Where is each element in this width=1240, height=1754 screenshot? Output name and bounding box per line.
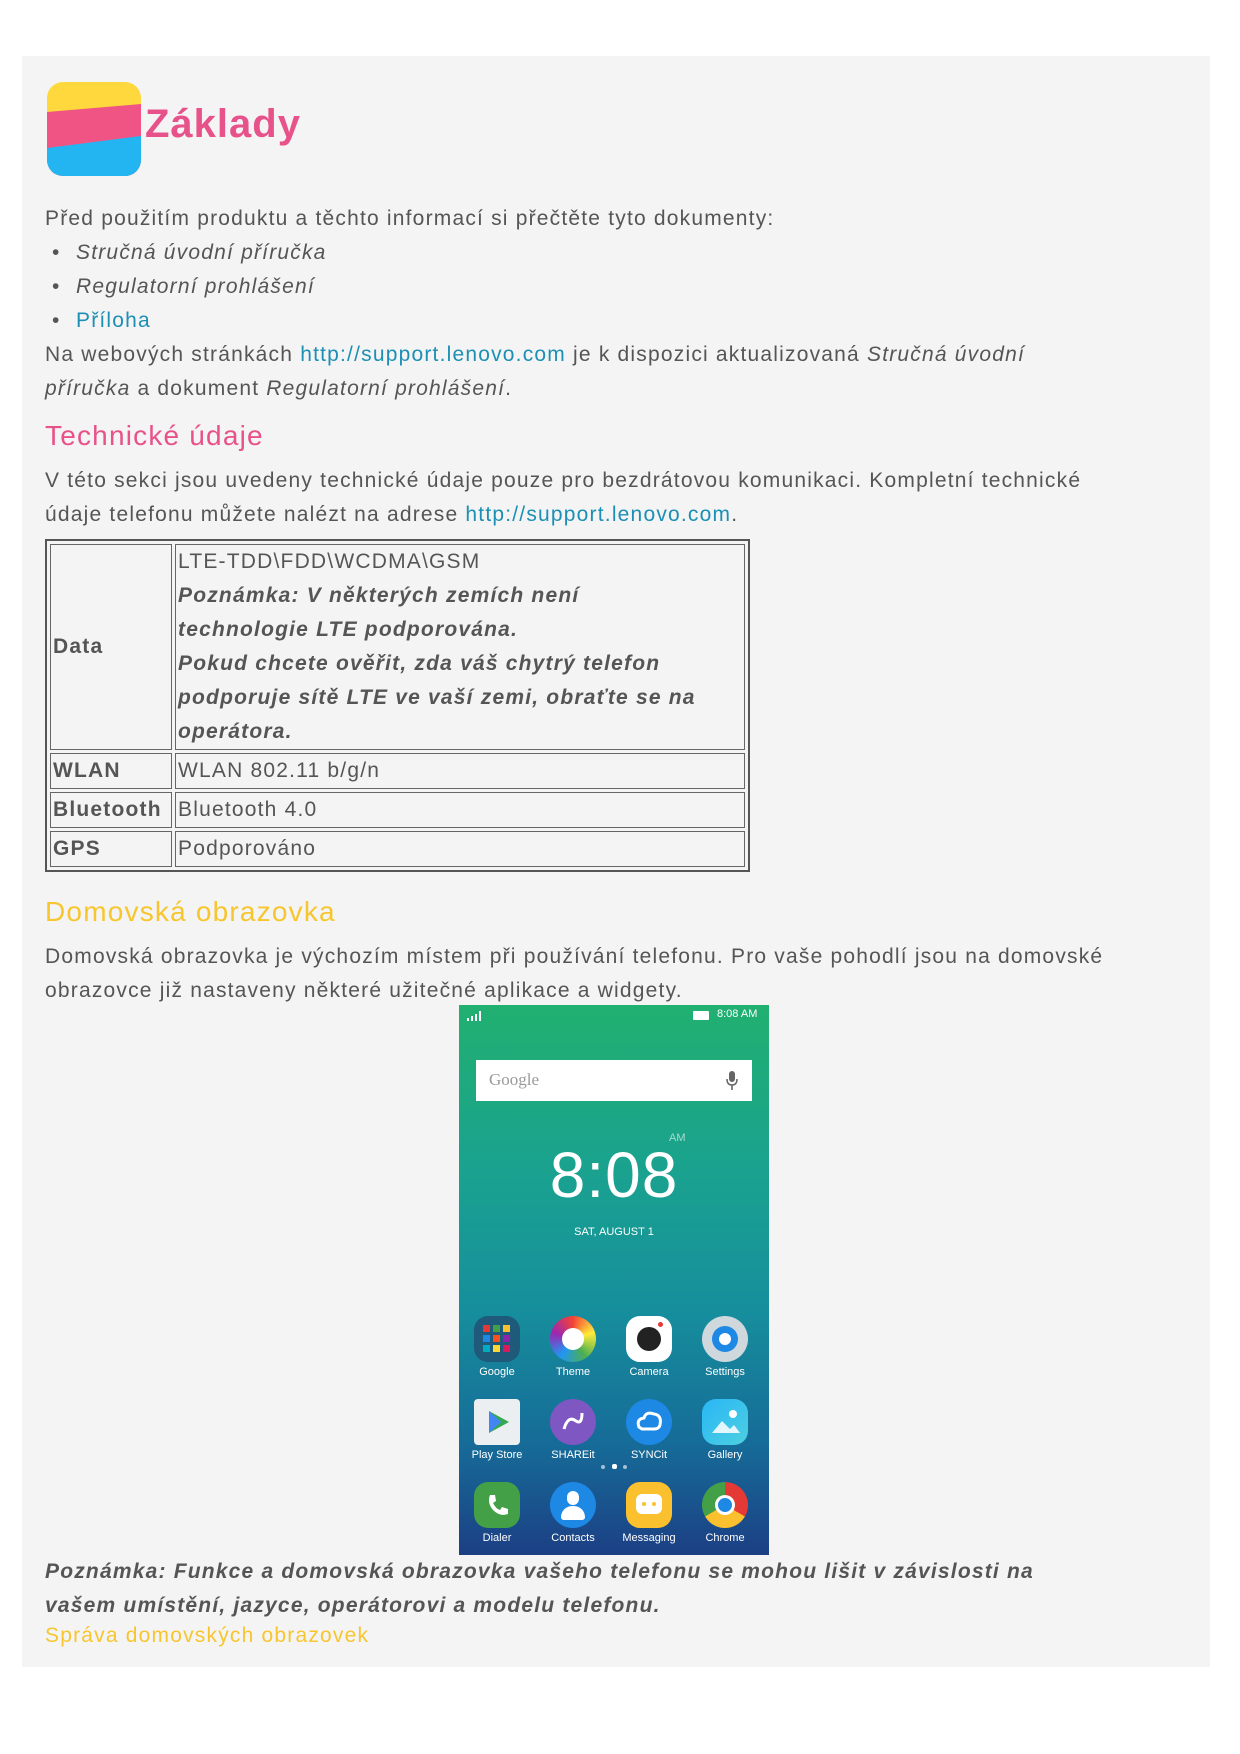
app-syncit[interactable]: SYNCit	[611, 1399, 687, 1461]
list-item-link[interactable]: • Příloha	[45, 304, 327, 338]
page	[22, 56, 1210, 1667]
dock-chrome[interactable]: Chrome	[687, 1482, 763, 1544]
app-gallery[interactable]: Gallery	[687, 1399, 763, 1461]
table-value: Bluetooth 4.0	[175, 792, 745, 828]
table-key: Data	[50, 544, 172, 750]
app-google[interactable]: Google	[459, 1316, 535, 1378]
clock-ampm: AM	[669, 1132, 686, 1144]
signal-icon	[467, 1011, 483, 1021]
home-text-cont: obrazovce již nastaveny některé užitečné aplikace a widgety.	[45, 979, 683, 1002]
table-row	[50, 544, 745, 750]
date-widget: SAT, AUGUST 1	[574, 1226, 654, 1238]
messaging-icon	[626, 1482, 672, 1528]
web-text-cont: příručka a dokument Regulatorní prohlášení.	[45, 377, 513, 400]
shareit-icon	[550, 1399, 596, 1445]
page-title: Základy	[145, 102, 301, 146]
syncit-icon	[626, 1399, 672, 1445]
dock-dialer[interactable]: Dialer	[459, 1482, 535, 1544]
status-bar	[459, 1005, 769, 1029]
app-play-store[interactable]: Play Store	[459, 1399, 535, 1461]
home-note: Poznámka: Funkce a domovská obrazovka vašeho telefonu se mohou lišit v závislosti na vašem umístění, jazyce, operátorovi a modelu telefonu.	[45, 1560, 1034, 1617]
chrome-icon	[702, 1482, 748, 1528]
settings-icon	[702, 1316, 748, 1362]
phone-icon	[474, 1482, 520, 1528]
table-key: Bluetooth	[50, 792, 172, 828]
list-item: • Regulatorní prohlášení	[45, 270, 327, 304]
clock-widget: 8:08	[549, 1139, 679, 1211]
table-value: Podporováno	[175, 831, 745, 867]
intro-text: Před použitím produktu a těchto informací si přečtěte tyto dokumenty:	[45, 207, 775, 230]
dock-messaging[interactable]: Messaging	[611, 1482, 687, 1544]
support-link[interactable]: http://support.lenovo.com	[465, 503, 732, 526]
status-time: 8:08 AM	[717, 1008, 758, 1020]
camera-icon	[626, 1316, 672, 1362]
battery-icon	[693, 1011, 709, 1020]
play-store-icon	[474, 1399, 520, 1445]
support-link[interactable]: http://support.lenovo.com	[300, 343, 566, 366]
table-key: WLAN	[50, 753, 172, 789]
web-text: Na webových stránkách http://support.lenovo.com je k dispozici aktualizovaná Stručná úvodní	[45, 343, 1026, 366]
section-heading-home: Domovská obrazovka	[45, 896, 336, 927]
table-value: LTE-TDD\FDD\WCDMA\GSM Poznámka: V některých zemích není technologie LTE podporována. Pokud chcete ověřit, zda váš chytrý telefon podporuje sítě LTE ve vaší zemi, obraťte se na operátora.	[175, 544, 745, 750]
list-item: • Stručná úvodní příručka	[45, 236, 327, 270]
table-row	[50, 831, 745, 867]
search-input[interactable]	[476, 1060, 752, 1101]
app-theme[interactable]: Theme	[535, 1316, 611, 1378]
search-placeholder: Google	[489, 1070, 540, 1089]
app-shareit[interactable]: SHAREit	[535, 1399, 611, 1461]
table-value: WLAN 802.11 b/g/n	[175, 753, 745, 789]
gallery-icon	[702, 1399, 748, 1445]
spec-table	[45, 539, 750, 872]
tech-text-cont: údaje telefonu můžete nalézt na adrese http://support.lenovo.com.	[45, 503, 739, 526]
mic-icon[interactable]	[726, 1071, 738, 1091]
dock-contacts[interactable]: Contacts	[535, 1482, 611, 1544]
contacts-icon	[550, 1482, 596, 1528]
theme-icon	[550, 1316, 596, 1362]
app-camera[interactable]: Camera	[611, 1316, 687, 1378]
app-settings[interactable]: Settings	[687, 1316, 763, 1378]
home-text: Domovská obrazovka je výchozím místem při používání telefonu. Pro vaše pohodlí jsou na domovské	[45, 945, 1104, 968]
tech-text: V této sekci jsou uvedeny technické údaje pouze pro bezdrátovou komunikaci. Kompletní technické	[45, 469, 1082, 492]
table-row	[50, 792, 745, 828]
app-logo-icon	[47, 82, 141, 176]
table-key: GPS	[50, 831, 172, 867]
page-indicator	[601, 1464, 631, 1470]
phone-screenshot	[459, 1005, 769, 1555]
document-list	[45, 236, 327, 338]
table-row	[50, 753, 745, 789]
section-heading-tech: Technické údaje	[45, 420, 264, 451]
manage-home-link[interactable]: Správa domovských obrazovek	[45, 1624, 370, 1647]
google-folder-icon	[474, 1316, 520, 1362]
